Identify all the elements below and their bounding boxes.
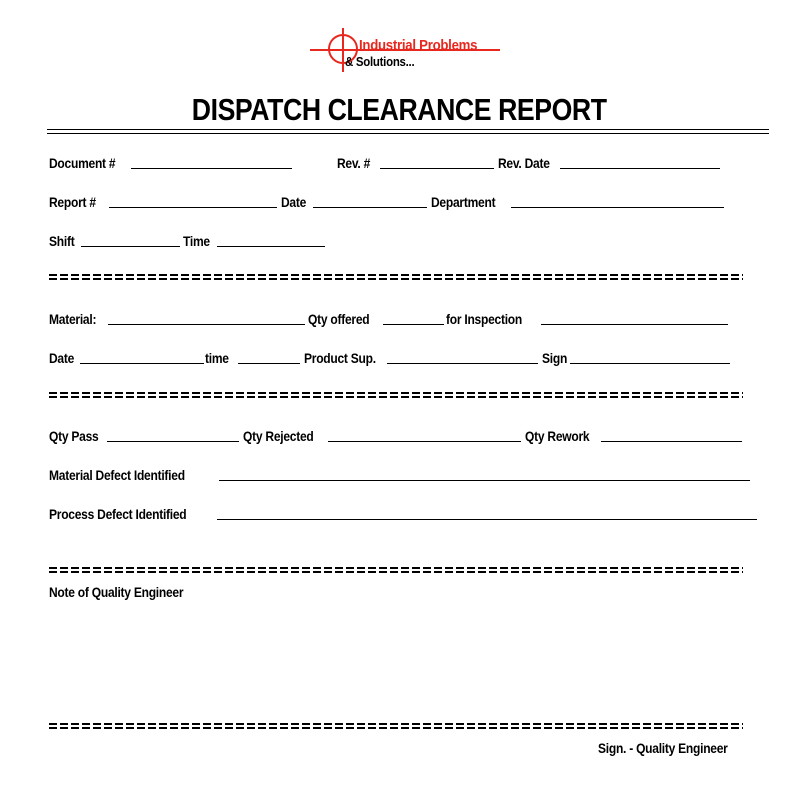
sign-label: Sign [542, 350, 568, 366]
date-label: Date [281, 194, 307, 210]
rev-date-label: Rev. Date [498, 155, 550, 171]
rev-date-field[interactable] [560, 168, 720, 169]
process-defect-field[interactable] [217, 519, 757, 520]
shift-label: Shift [49, 233, 75, 249]
separator-line [49, 723, 743, 729]
time2-label: time [205, 350, 229, 366]
time-field[interactable] [217, 246, 325, 247]
shift-field[interactable] [81, 246, 180, 247]
for-inspection-label: for Inspection [446, 311, 522, 327]
report-title-text: DISPATCH CLEARANCE REPORT [191, 92, 607, 127]
qty-rework-label: Qty Rework [525, 428, 590, 444]
date2-field[interactable] [80, 363, 204, 364]
for-inspection-field[interactable] [541, 324, 728, 325]
qty-pass-field[interactable] [107, 441, 239, 442]
qty-rejected-label: Qty Rejected [243, 428, 314, 444]
title-rule-top [47, 129, 769, 130]
date-field[interactable] [313, 207, 427, 208]
product-sup-field[interactable] [387, 363, 538, 364]
qty-rejected-field[interactable] [328, 441, 521, 442]
material-label: Material: [49, 311, 97, 327]
rev-no-field[interactable] [380, 168, 494, 169]
separator-line [49, 567, 743, 573]
material-defect-field[interactable] [219, 480, 750, 481]
document-no-label: Document # [49, 155, 116, 171]
qty-rework-field[interactable] [601, 441, 742, 442]
process-defect-label: Process Defect Identified [49, 506, 187, 522]
product-sup-label: Product Sup. [304, 350, 376, 366]
qty-offered-field[interactable] [383, 324, 444, 325]
qty-offered-label: Qty offered [308, 311, 370, 327]
logo-line-1: Industrial Problems [359, 37, 478, 54]
time2-field[interactable] [238, 363, 300, 364]
department-label: Department [431, 194, 496, 210]
separator-line [49, 274, 743, 280]
separator-line [49, 392, 743, 398]
signature-label: Sign. - Quality Engineer [598, 740, 728, 756]
report-no-label: Report # [49, 194, 96, 210]
document-no-field[interactable] [131, 168, 292, 169]
notes-label: Note of Quality Engineer [49, 584, 184, 600]
rev-no-label: Rev. # [337, 155, 371, 171]
time-label: Time [183, 233, 210, 249]
material-defect-label: Material Defect Identified [49, 467, 185, 483]
sign-field[interactable] [570, 363, 730, 364]
title-rule-bottom [47, 133, 769, 134]
notes-area[interactable] [49, 603, 743, 715]
qty-pass-label: Qty Pass [49, 428, 99, 444]
logo-line-2: & Solutions... [345, 54, 415, 69]
department-field[interactable] [511, 207, 724, 208]
report-no-field[interactable] [109, 207, 277, 208]
material-field[interactable] [108, 324, 305, 325]
report-title [0, 92, 798, 128]
date2-label: Date [49, 350, 75, 366]
